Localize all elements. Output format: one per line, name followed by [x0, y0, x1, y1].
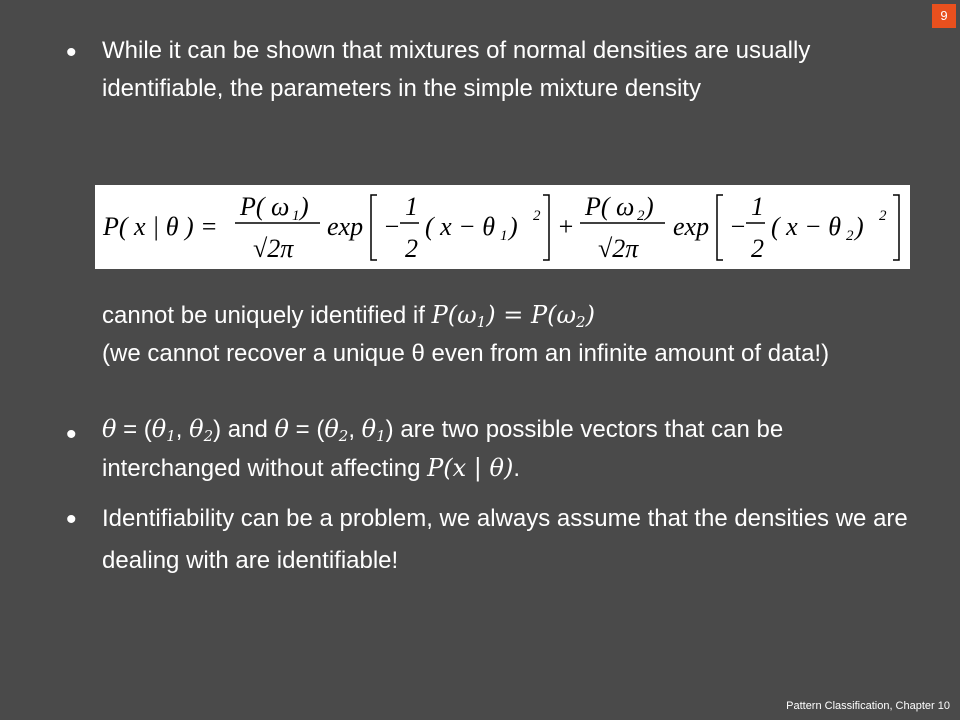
- svg-text:exp: exp: [327, 212, 364, 241]
- bullet-dot: •: [66, 503, 77, 536]
- svg-text:1: 1: [405, 192, 418, 221]
- svg-text:1: 1: [751, 192, 764, 221]
- svg-text:): ): [300, 192, 309, 221]
- bullet-1-text: While it can be shown that mixtures of normal densities are usually identifiable, the parameters in the simple mixture density: [102, 37, 811, 102]
- footer: Pattern Classification, Chapter 10: [786, 700, 950, 712]
- continuation-text: cannot be uniquely identified if: [102, 302, 432, 329]
- slide-number: 9: [932, 4, 956, 28]
- svg-text:−: −: [383, 212, 401, 241]
- svg-text:2: 2: [533, 208, 541, 224]
- svg-text:−: −: [729, 212, 747, 241]
- svg-text:1: 1: [292, 208, 300, 224]
- bullet-1-note: (we cannot recover a unique θ even from an infinite amount of data!): [102, 340, 830, 367]
- mixture-density-formula: [95, 185, 910, 269]
- svg-text:√2π: √2π: [598, 234, 639, 263]
- svg-text:P( x | θ ) =: P( x | θ ) =: [103, 212, 218, 241]
- svg-text:1: 1: [500, 228, 508, 244]
- svg-text:P( ω: P( ω: [240, 192, 290, 221]
- bullet-1-continuation: cannot be uniquely identified if $P(\omega_1) = P(\omega_2)$: [102, 301, 595, 331]
- svg-text:+: +: [557, 212, 575, 241]
- svg-text:( x − θ: ( x − θ: [771, 212, 842, 241]
- svg-text:2: 2: [751, 234, 764, 263]
- bullet-2-content: $\theta = (\theta_1$, $\theta_2$) and $\theta = (\theta_2$, $\theta_1$) are two possible vectors that can be interchanged without affecting P(x | θ).: [102, 415, 784, 482]
- svg-text:): ): [855, 212, 864, 241]
- bullet-2-text: [102, 410, 922, 488]
- svg-text:2: 2: [879, 208, 887, 224]
- svg-text:2: 2: [637, 208, 645, 224]
- svg-text:2: 2: [846, 228, 854, 244]
- svg-text:( x − θ: ( x − θ: [425, 212, 496, 241]
- bullet-dot: •: [66, 36, 77, 69]
- bullet-dot: •: [66, 418, 77, 451]
- svg-text:): ): [645, 192, 654, 221]
- svg-text:√2π: √2π: [253, 234, 294, 263]
- svg-text:exp: exp: [673, 212, 710, 241]
- svg-text:2: 2: [405, 234, 418, 263]
- svg-text:): ): [509, 212, 518, 241]
- svg-text:P( ω: P( ω: [585, 192, 635, 221]
- bullet-3-text: Identifiability can be a problem, we always assume that the densities we are dealing with are identifiable!: [102, 505, 908, 574]
